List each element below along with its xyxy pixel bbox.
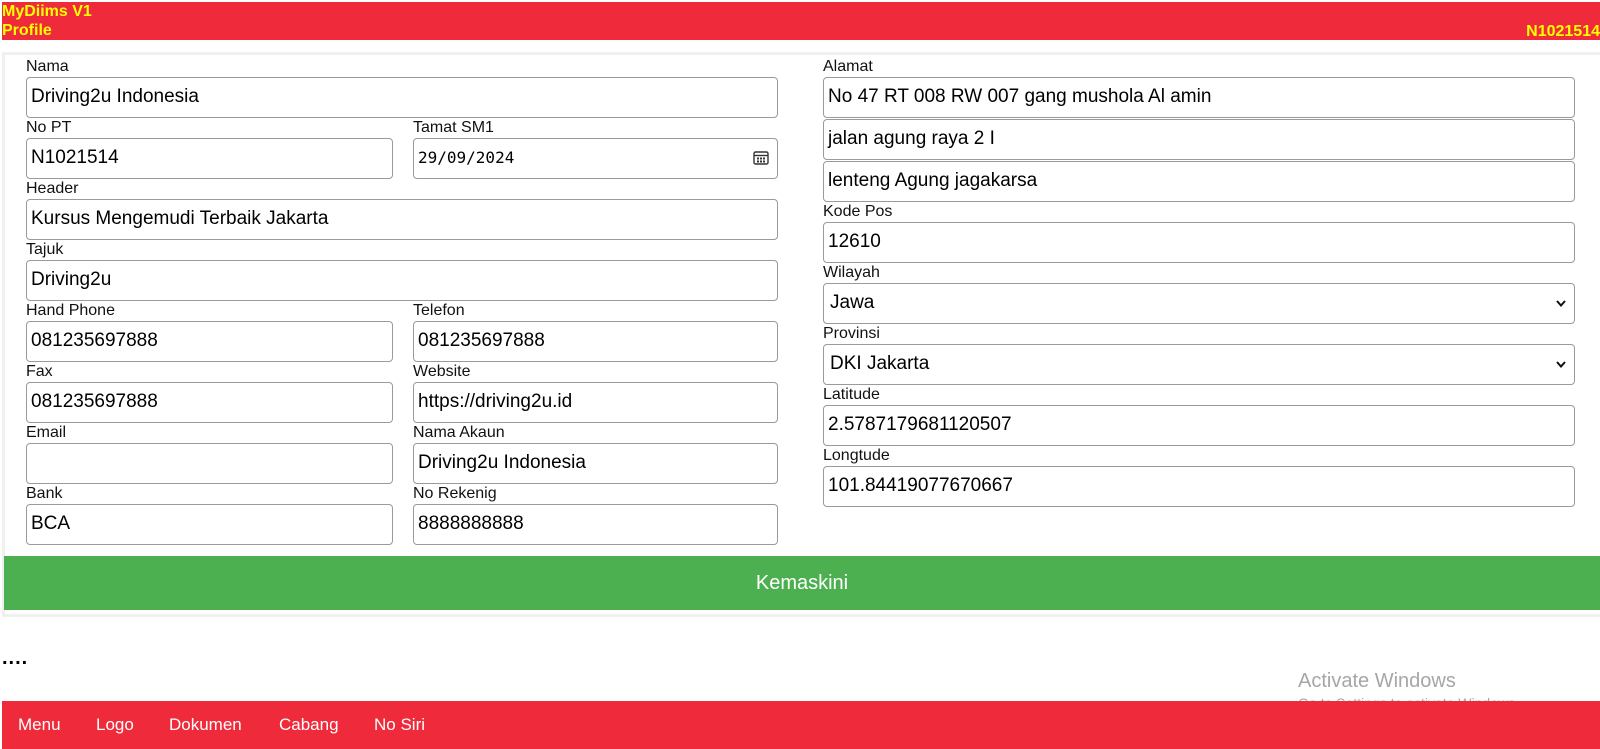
kode-pos-label: Kode Pos — [823, 203, 893, 220]
tamat-sm1-date-input[interactable] — [413, 138, 778, 179]
nav-logo[interactable]: Logo — [96, 715, 134, 734]
nama-akaun-field — [413, 424, 778, 484]
no-pt-input[interactable]: N1021514 — [26, 138, 393, 179]
institution-code: N1021514 — [1526, 23, 1600, 40]
longitude-field — [823, 447, 1575, 507]
alamat-line3-input[interactable]: lenteng Agung jagakarsa — [823, 161, 1575, 202]
wilayah-field — [823, 264, 1575, 324]
fax-input[interactable]: 081235697888 — [26, 382, 393, 423]
fax-label: Fax — [26, 363, 53, 380]
top-header-bar — [2, 2, 1600, 40]
website-label: Website — [413, 363, 471, 380]
longitude-label: Longtude — [823, 447, 890, 464]
bottom-nav-bar — [2, 701, 1600, 749]
chevron-down-icon — [1554, 296, 1568, 310]
bank-input[interactable]: BCA — [26, 504, 393, 545]
provinsi-label: Provinsi — [823, 325, 880, 342]
nav-cabang[interactable]: Cabang — [279, 715, 339, 734]
status-text: .... — [2, 647, 29, 669]
header-label: Header — [26, 180, 79, 197]
nav-menu[interactable]: Menu — [18, 715, 61, 734]
kemaskini-button[interactable]: Kemaskini — [4, 556, 1600, 610]
fax-field — [26, 363, 393, 423]
nama-input[interactable]: Driving2u Indonesia — [26, 77, 778, 118]
latitude-field — [823, 386, 1575, 446]
wilayah-label: Wilayah — [823, 264, 880, 281]
wilayah-select[interactable] — [823, 283, 1575, 324]
header-field — [26, 180, 778, 240]
calendar-icon[interactable] — [753, 150, 769, 165]
watermark-title: Activate Windows — [1298, 670, 1456, 692]
wilayah-selected-value: Jawa — [830, 292, 875, 313]
kode-pos-input[interactable]: 12610 — [823, 222, 1575, 263]
website-field — [413, 363, 778, 423]
no-rekenig-field — [413, 485, 778, 545]
nama-akaun-input[interactable]: Driving2u Indonesia — [413, 443, 778, 484]
email-label: Email — [26, 424, 67, 441]
header-input[interactable]: Kursus Mengemudi Terbaik Jakarta — [26, 199, 778, 240]
telefon-input[interactable]: 081235697888 — [413, 321, 778, 362]
tajuk-input[interactable]: Driving2u — [26, 260, 778, 301]
nav-dokumen[interactable]: Dokumen — [169, 715, 242, 734]
tamat-sm1-field — [413, 119, 778, 179]
alamat-line1-input[interactable]: No 47 RT 008 RW 007 gang mushola Al amin — [823, 77, 1575, 118]
hand-phone-input[interactable]: 081235697888 — [26, 321, 393, 362]
latitude-input[interactable]: 2.5787179681120507 — [823, 405, 1575, 446]
nav-no-siri[interactable]: No Siri — [374, 715, 426, 734]
hand-phone-label: Hand Phone — [26, 302, 115, 319]
bank-field — [26, 485, 393, 545]
kode-pos-field — [823, 203, 1575, 263]
alamat-field — [823, 58, 1575, 202]
website-input[interactable]: https://driving2u.id — [413, 382, 778, 423]
tamat-sm1-value: 29/09/2024 — [418, 148, 515, 167]
provinsi-field — [823, 325, 1575, 385]
no-pt-label: No PT — [26, 119, 72, 136]
email-input[interactable] — [26, 443, 393, 484]
provinsi-select[interactable] — [823, 344, 1575, 385]
email-field — [26, 424, 393, 484]
nama-field — [26, 58, 778, 118]
app-title: MyDiims V1 — [2, 3, 92, 20]
no-rekenig-input[interactable]: 8888888888 — [413, 504, 778, 545]
bank-label: Bank — [26, 485, 63, 502]
nama-akaun-label: Nama Akaun — [413, 424, 505, 441]
page-title: Profile — [2, 22, 52, 39]
alamat-label: Alamat — [823, 58, 873, 75]
chevron-down-icon — [1554, 357, 1568, 371]
latitude-label: Latitude — [823, 386, 880, 403]
no-rekenig-label: No Rekenig — [413, 485, 497, 502]
hand-phone-field — [26, 302, 393, 362]
provinsi-selected-value: DKI Jakarta — [830, 353, 930, 374]
nama-label: Nama — [26, 58, 69, 75]
tajuk-label: Tajuk — [26, 241, 64, 258]
alamat-line2-input[interactable]: jalan agung raya 2 I — [823, 119, 1575, 160]
telefon-label: Telefon — [413, 302, 465, 319]
longitude-input[interactable]: 101.84419077670667 — [823, 466, 1575, 507]
tamat-sm1-label: Tamat SM1 — [413, 119, 494, 136]
telefon-field — [413, 302, 778, 362]
tajuk-field — [26, 241, 778, 301]
no-pt-field — [26, 119, 393, 179]
